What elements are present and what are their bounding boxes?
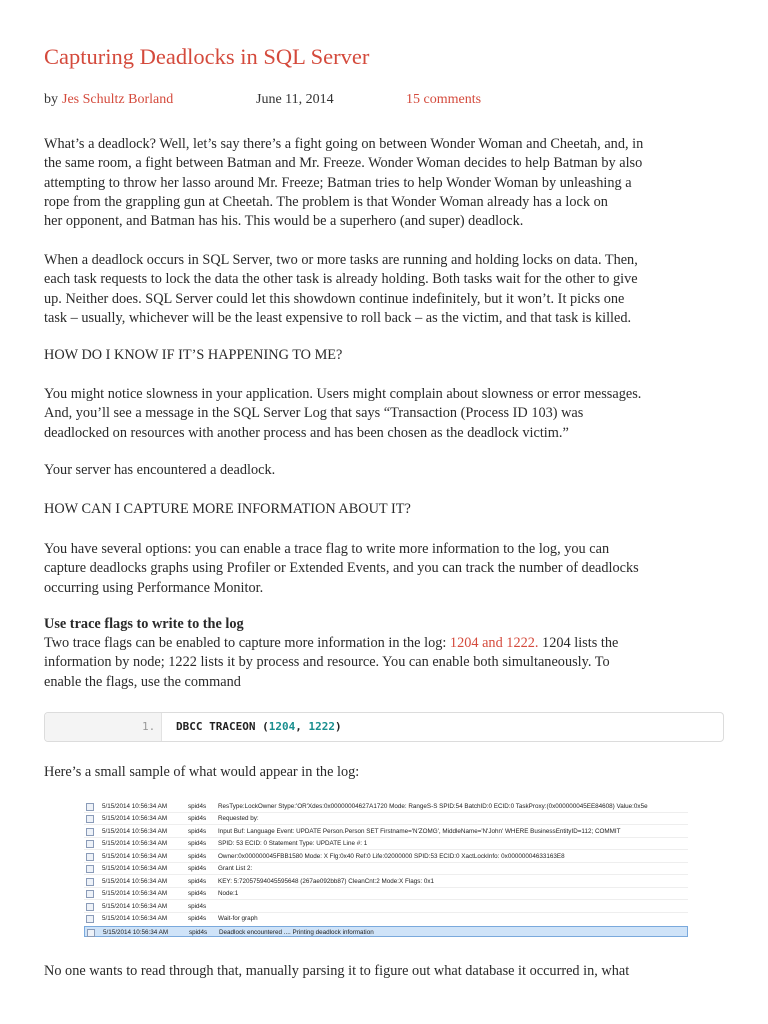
code-keyword: DBCC TRACEON ( [176,720,269,733]
log-date: 5/15/2014 10:56:34 AM [102,890,168,897]
text-line: up. Neither does. SQL Server could let this showdown continue indefinitely, but it won’t. It picks one [44,290,625,307]
log-message: SPID: 53 ECID: 0 Statement Type: UPDATE Line #: 1 [218,840,368,847]
text-line: What’s a deadlock? Well, let’s say there’s a fight going on between Wonder Woman and Cheetah, and, in [44,136,644,152]
log-row[interactable] [84,888,688,899]
code-line[interactable] [176,720,342,733]
author-link[interactable]: Jes Schultz Borland [62,92,174,107]
log-message: Requested by: [218,815,259,822]
log-source: spid4s [188,840,207,847]
log-source: spid4s [188,890,207,897]
row-divider [84,874,688,875]
log-row[interactable] [84,876,688,887]
byline-by: by [44,92,58,107]
log-entry-icon [86,890,94,898]
text-line: And, you’ll see a message in the SQL Server Log that says “Transaction (Process ID 103) was [44,405,584,422]
log-source: spid4s [188,903,207,910]
text-line: her opponent, and Batman has his. This would be a superhero (and super) deadlock. [44,213,524,230]
text-line: information by node; 1222 lists it by process and resource. You can enable both simultaneously. To [44,654,610,671]
log-message: Grant List 2: [218,865,253,872]
text-line: occurring using Performance Monitor. [44,579,264,596]
log-entry-icon [86,828,94,836]
text-line: rope from the grappling gun at Cheetah. The problem is that Wonder Woman already has a lock on [44,193,608,210]
log-entry-icon [86,840,94,848]
section-heading-capture: HOW CAN I CAPTURE MORE INFORMATION ABOUT IT? [44,501,411,517]
log-row-selected[interactable] [84,926,688,937]
log-message: Owner:0x000000045FBB1580 Mode: X Flg:0x40 Ref:0 Life:02000000 SPID:53 ECID:0 XactLockInfo: 0x00000004633163E8 [218,853,565,860]
log-row[interactable] [84,801,688,812]
log-source: spid4s [188,853,207,860]
log-date: 5/15/2014 10:56:34 AM [102,840,168,847]
text-line: task – usually, whichever will be the least expensive to roll back – as the victim, and that task is killed. [44,309,632,326]
log-source: spid4s [188,865,207,872]
paragraph-closing: No one wants to read through that, manually parsing it to figure out what database it occurred in, what [44,963,630,979]
row-divider [84,849,688,850]
log-entry-icon [86,815,94,823]
log-date: 5/15/2014 10:56:34 AM [102,803,168,810]
section-heading-happening: HOW DO I KNOW IF IT’S HAPPENING TO ME? [44,347,343,363]
paragraph-intro [44,135,734,231]
text-line: deadlocked on resources with another process and has been chosen as the deadlock victim.” [44,424,569,441]
row-divider [84,899,688,900]
code-block [44,712,724,742]
log-row[interactable] [84,826,688,837]
log-date: 5/15/2014 10:56:34 AM [102,903,168,910]
log-screenshot [84,801,688,940]
text-line: the same room, a fight between Batman and Mr. Freeze. Wonder Woman decides to help Batman by also [44,155,643,172]
code-number: 1204 [268,720,296,733]
text-span: 1204 lists the [538,635,619,651]
log-row[interactable] [84,913,688,924]
article-title[interactable]: Capturing Deadlocks in SQL Server [44,44,370,69]
text-line [44,634,734,653]
log-entry-icon [86,853,94,861]
log-row[interactable] [84,863,688,874]
log-source: spid4s [188,828,207,835]
text-line: attempting to throw her lasso around Mr. Freeze; Batman tries to help Wonder Woman by unleashing a [44,174,632,191]
log-message: Node:1 [218,890,239,897]
log-entry-icon [86,803,94,811]
log-row[interactable] [84,813,688,824]
code-line-number: 1. [142,720,156,733]
log-row[interactable] [84,851,688,862]
log-entry-icon [86,903,94,911]
text-span: Two trace flags can be enabled to capture more information in the log: [44,635,450,651]
log-entry-icon [86,865,94,873]
log-message: ResType:LockOwner Stype:'OR'Xdes:0x00000004627A1720 Mode: RangeS-S SPID:54 BatchID:0 ECID:0 TaskProxy:(0x000000045EE84608) Value:0x5e [218,803,648,810]
log-date: 5/15/2014 10:56:34 AM [102,865,168,872]
log-message: Wait-for graph [218,915,258,922]
log-source: spid4s [188,803,207,810]
log-entry-icon [87,929,95,937]
subheading-trace-flags: Use trace flags to write to the log [44,616,244,632]
code-close-paren: ) [334,720,342,733]
log-source: spid4s [188,878,207,885]
trace-flags-link[interactable]: 1204 and 1222. [449,635,539,651]
text-line: When a deadlock occurs in SQL Server, two or more tasks are running and holding locks on data. Then, [44,252,638,268]
log-date: 5/15/2014 10:56:34 AM [103,929,169,936]
log-message: KEY: 5:72057594045595648 (267ae092bb87) CleanCnt:2 Mode:X Flags: 0x1 [218,878,435,885]
paragraph-trace-flags [44,634,734,692]
paragraph-options [44,540,734,598]
log-date: 5/15/2014 10:56:34 AM [102,815,168,822]
log-date: 5/15/2014 10:56:34 AM [102,853,168,860]
code-number: 1222 [308,720,335,733]
text-line: capture deadlocks graphs using Profiler or Extended Events, and you can track the number of deadlocks [44,560,639,577]
log-entry-icon [86,878,94,886]
log-row[interactable] [84,901,688,912]
log-source: spid4s [188,915,207,922]
post-date: June 11, 2014 [256,92,334,107]
log-message: Deadlock encountered .... Printing deadlock information [219,929,374,936]
paragraph-deadlock-definition [44,251,734,328]
log-entry-icon [86,915,94,923]
log-date: 5/15/2014 10:56:34 AM [102,878,168,885]
text-line: You might notice slowness in your application. Users might complain about slowness or error messages. [44,386,642,402]
log-date: 5/15/2014 10:56:34 AM [102,828,168,835]
text-line: enable the flags, use the command [44,673,241,690]
paragraph-encountered: Your server has encountered a deadlock. [44,462,276,478]
comments-link[interactable]: 15 comments [406,92,482,107]
text-line: each task requests to lock the data the other task is already holding. Both tasks wait for the other to give [44,271,638,288]
text-line: You have several options: you can enable a trace flag to write more information to the log, you can [44,541,610,557]
row-divider [84,824,688,825]
log-message: Input Buf: Language Event: UPDATE Person.Person SET Firstname='N'ZOMG', MiddleName='N'John' WHERE BusinessEntityID=112; COMMIT [218,828,621,835]
log-source: spid4s [188,815,207,822]
paragraph-symptoms [44,385,734,443]
log-date: 5/15/2014 10:56:34 AM [102,915,168,922]
paragraph-sample: Here’s a small sample of what would appear in the log: [44,764,360,780]
log-source: spid4s [189,929,208,936]
log-row[interactable] [84,838,688,849]
code-separator: , [295,720,309,733]
